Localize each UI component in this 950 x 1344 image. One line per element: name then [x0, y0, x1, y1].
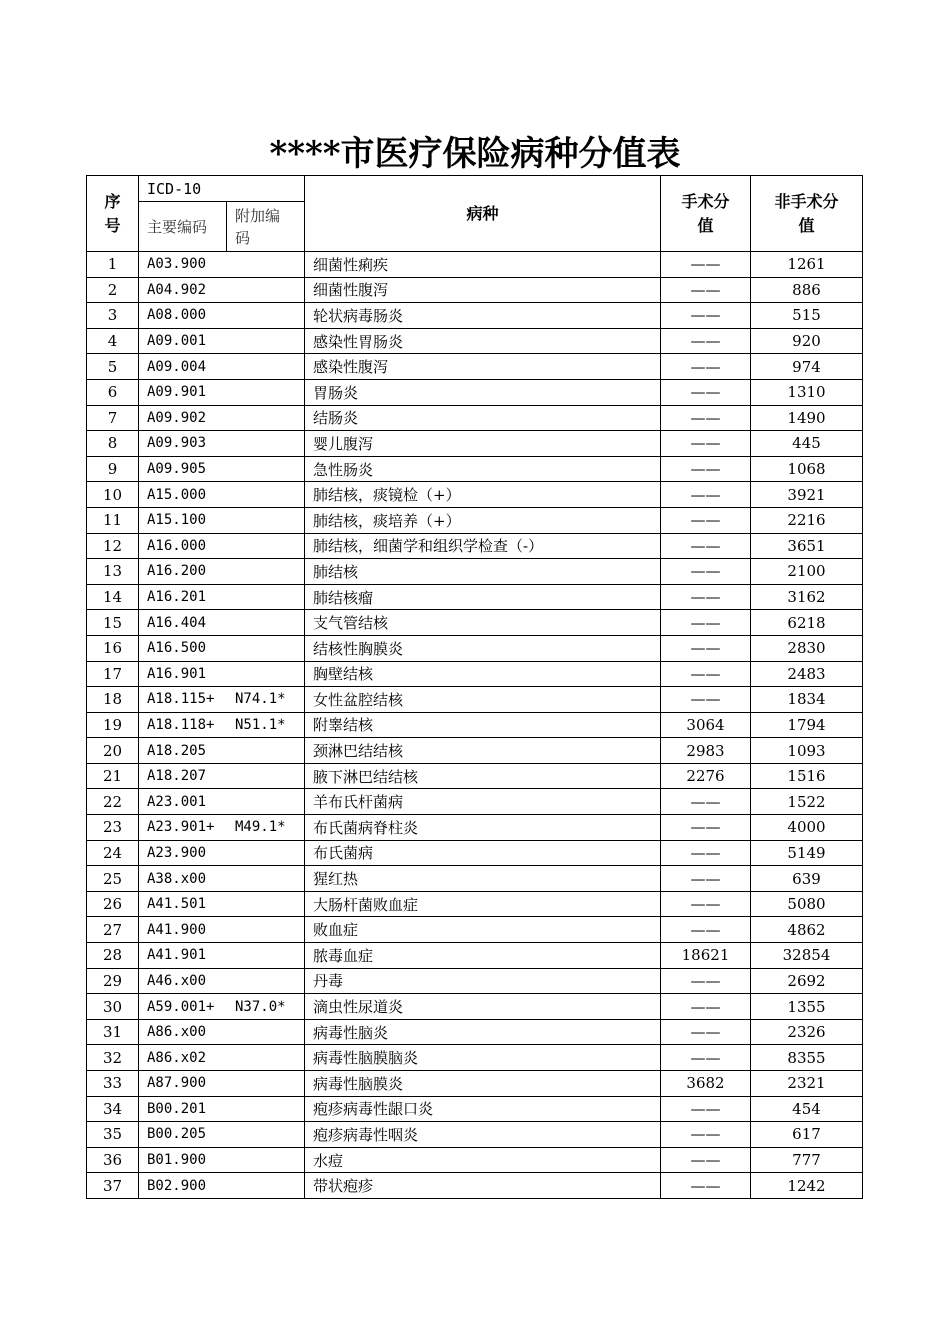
surgery-score: —— — [661, 840, 751, 866]
header-add-code — [227, 202, 305, 252]
disease-name: 婴儿腹泻 — [305, 431, 661, 457]
surgery-score: —— — [661, 1019, 751, 1045]
non-surgery-score: 639 — [751, 866, 863, 892]
disease-name: 疱疹病毒性龈口炎 — [305, 1096, 661, 1122]
disease-name: 猩红热 — [305, 866, 661, 892]
main-code: A09.001 — [147, 333, 207, 350]
disease-name: 轮状病毒肠炎 — [305, 303, 661, 329]
icd-code-cell — [139, 482, 305, 508]
icd-code-cell — [139, 1071, 305, 1097]
surgery-score: —— — [661, 328, 751, 354]
icd-code-cell — [139, 994, 305, 1020]
non-surgery-score: 1794 — [751, 712, 863, 738]
surgery-score: —— — [661, 1096, 751, 1122]
icd-code-cell — [139, 635, 305, 661]
table-row — [87, 763, 863, 789]
non-surgery-score: 1516 — [751, 763, 863, 789]
disease-name: 肺结核，痰培养（+） — [305, 507, 661, 533]
non-surgery-score: 2483 — [751, 661, 863, 687]
surgery-score: —— — [661, 789, 751, 815]
non-surgery-score: 2830 — [751, 635, 863, 661]
disease-name: 肺结核，细菌学和组织学检查（-） — [305, 533, 661, 559]
disease-name: 急性肠炎 — [305, 456, 661, 482]
main-code: A04.902 — [147, 281, 207, 298]
main-code: A08.000 — [147, 307, 207, 324]
icd-code-cell — [139, 738, 305, 764]
icd-code-cell — [139, 763, 305, 789]
disease-name: 病毒性脑膜炎 — [305, 1071, 661, 1097]
table-row — [87, 968, 863, 994]
non-surgery-score: 886 — [751, 277, 863, 303]
disease-name: 细菌性痢疾 — [305, 252, 661, 278]
table-row — [87, 584, 863, 610]
disease-name: 病毒性脑膜脑炎 — [305, 1045, 661, 1071]
icd-code-cell — [139, 840, 305, 866]
add-code: N37.0* — [235, 998, 286, 1015]
table-row — [87, 712, 863, 738]
surgery-score: —— — [661, 994, 751, 1020]
disease-name: 疱疹病毒性咽炎 — [305, 1122, 661, 1148]
table-row — [87, 789, 863, 815]
icd-code-cell — [139, 712, 305, 738]
row-number: 17 — [87, 661, 139, 687]
non-surgery-score: 2216 — [751, 507, 863, 533]
main-code: A16.201 — [147, 589, 207, 606]
main-code: A87.900 — [147, 1075, 207, 1092]
table-row — [87, 354, 863, 380]
non-surgery-score: 8355 — [751, 1045, 863, 1071]
table-row — [87, 303, 863, 329]
table-row — [87, 1173, 863, 1199]
surgery-score: —— — [661, 482, 751, 508]
main-code: A16.901 — [147, 665, 207, 682]
disease-name: 布氏菌病脊柱炎 — [305, 815, 661, 841]
table-row — [87, 507, 863, 533]
surgery-score: —— — [661, 507, 751, 533]
table-row — [87, 1096, 863, 1122]
main-code: A86.x00 — [147, 1024, 207, 1041]
icd-code-cell — [139, 277, 305, 303]
surgery-score: —— — [661, 1045, 751, 1071]
row-number: 11 — [87, 507, 139, 533]
non-surgery-score: 3651 — [751, 533, 863, 559]
disease-name: 病毒性脑炎 — [305, 1019, 661, 1045]
table-row — [87, 456, 863, 482]
surgery-score: —— — [661, 1122, 751, 1148]
main-code: A16.200 — [147, 563, 207, 580]
row-number: 2 — [87, 277, 139, 303]
icd-code-cell — [139, 687, 305, 713]
table-row — [87, 687, 863, 713]
add-code: N51.1* — [235, 716, 286, 733]
main-code: A18.205 — [147, 742, 207, 759]
disease-name: 女性盆腔结核 — [305, 687, 661, 713]
main-code: A41.901 — [147, 947, 207, 964]
surgery-score: —— — [661, 635, 751, 661]
surgery-score: 2983 — [661, 738, 751, 764]
disease-name: 结核性胸膜炎 — [305, 635, 661, 661]
surgery-score: —— — [661, 917, 751, 943]
surgery-score: 3064 — [661, 712, 751, 738]
non-surgery-score: 1834 — [751, 687, 863, 713]
main-code: A41.900 — [147, 921, 207, 938]
surgery-score: —— — [661, 687, 751, 713]
main-code: A23.901+ — [147, 819, 215, 836]
surgery-score: 2276 — [661, 763, 751, 789]
table-row — [87, 405, 863, 431]
table-row — [87, 840, 863, 866]
disease-name: 胸壁结核 — [305, 661, 661, 687]
header-non-surgery-score — [751, 176, 863, 252]
disease-name: 肺结核 — [305, 559, 661, 585]
non-surgery-score: 1490 — [751, 405, 863, 431]
surgery-score: 18621 — [661, 943, 751, 969]
row-number: 30 — [87, 994, 139, 1020]
main-code: A46.x00 — [147, 972, 207, 989]
disease-name: 细菌性腹泻 — [305, 277, 661, 303]
icd-code-cell — [139, 661, 305, 687]
row-number: 16 — [87, 635, 139, 661]
surgery-score: —— — [661, 891, 751, 917]
surgery-score: —— — [661, 303, 751, 329]
table-row — [87, 635, 863, 661]
main-code: A18.118+ — [147, 716, 215, 733]
table-row — [87, 379, 863, 405]
surgery-score: —— — [661, 405, 751, 431]
header-no — [87, 176, 139, 252]
row-number: 23 — [87, 815, 139, 841]
non-surgery-score: 974 — [751, 354, 863, 380]
row-number: 26 — [87, 891, 139, 917]
header-icd: ICD-10 — [139, 176, 305, 202]
main-code: A09.004 — [147, 358, 207, 375]
main-code: A59.001+ — [147, 998, 215, 1015]
surgery-score: —— — [661, 559, 751, 585]
non-surgery-score: 777 — [751, 1147, 863, 1173]
main-code: A16.404 — [147, 614, 207, 631]
row-number: 5 — [87, 354, 139, 380]
icd-code-cell — [139, 815, 305, 841]
non-surgery-score: 1310 — [751, 379, 863, 405]
table-row — [87, 533, 863, 559]
surgery-score: —— — [661, 431, 751, 457]
icd-code-cell — [139, 610, 305, 636]
icd-code-cell — [139, 252, 305, 278]
disease-name: 带状疱疹 — [305, 1173, 661, 1199]
table-row — [87, 610, 863, 636]
icd-code-cell — [139, 891, 305, 917]
row-number: 9 — [87, 456, 139, 482]
table-row — [87, 738, 863, 764]
surgery-score: —— — [661, 815, 751, 841]
table-row — [87, 482, 863, 508]
row-number: 19 — [87, 712, 139, 738]
non-surgery-score: 2692 — [751, 968, 863, 994]
row-number: 14 — [87, 584, 139, 610]
row-number: 6 — [87, 379, 139, 405]
icd-code-cell — [139, 559, 305, 585]
row-number: 8 — [87, 431, 139, 457]
table-row — [87, 1122, 863, 1148]
surgery-score: 3682 — [661, 1071, 751, 1097]
table-row — [87, 1019, 863, 1045]
icd-code-cell — [139, 1173, 305, 1199]
disease-name: 滴虫性尿道炎 — [305, 994, 661, 1020]
table-row — [87, 943, 863, 969]
surgery-score: —— — [661, 1173, 751, 1199]
surgery-score: —— — [661, 252, 751, 278]
header-add-code-label: 附加编 码 — [235, 206, 281, 247]
main-code: A09.901 — [147, 384, 207, 401]
surgery-score: —— — [661, 968, 751, 994]
row-number: 22 — [87, 789, 139, 815]
surgery-score: —— — [661, 584, 751, 610]
table-row — [87, 252, 863, 278]
row-number: 15 — [87, 610, 139, 636]
icd-code-cell — [139, 354, 305, 380]
disease-name: 败血症 — [305, 917, 661, 943]
row-number: 13 — [87, 559, 139, 585]
surgery-score: —— — [661, 1147, 751, 1173]
header-surgery-label: 手术分 值 — [681, 191, 730, 235]
row-number: 24 — [87, 840, 139, 866]
row-number: 20 — [87, 738, 139, 764]
disease-name: 羊布氏杆菌病 — [305, 789, 661, 815]
disease-name: 结肠炎 — [305, 405, 661, 431]
disease-name: 腋下淋巴结结核 — [305, 763, 661, 789]
surgery-score: —— — [661, 661, 751, 687]
row-number: 33 — [87, 1071, 139, 1097]
table-row — [87, 917, 863, 943]
row-number: 3 — [87, 303, 139, 329]
row-number: 18 — [87, 687, 139, 713]
main-code: B00.205 — [147, 1126, 207, 1143]
disease-name: 丹毒 — [305, 968, 661, 994]
non-surgery-score: 515 — [751, 303, 863, 329]
non-surgery-score: 1068 — [751, 456, 863, 482]
row-number: 4 — [87, 328, 139, 354]
disease-score-table — [86, 175, 863, 1199]
icd-code-cell — [139, 584, 305, 610]
non-surgery-score: 3162 — [751, 584, 863, 610]
non-surgery-score: 5080 — [751, 891, 863, 917]
icd-code-cell — [139, 968, 305, 994]
surgery-score: —— — [661, 354, 751, 380]
main-code: A86.x02 — [147, 1049, 207, 1066]
page-title: ****市医疗保险病种分值表 — [269, 134, 681, 174]
non-surgery-score: 454 — [751, 1096, 863, 1122]
row-number: 25 — [87, 866, 139, 892]
table-row — [87, 1071, 863, 1097]
row-number: 29 — [87, 968, 139, 994]
disease-name: 肺结核瘤 — [305, 584, 661, 610]
non-surgery-score: 1242 — [751, 1173, 863, 1199]
table-row — [87, 559, 863, 585]
table-row — [87, 994, 863, 1020]
main-code: A15.000 — [147, 486, 207, 503]
add-code: N74.1* — [235, 691, 286, 708]
table-row — [87, 1147, 863, 1173]
table-row — [87, 1045, 863, 1071]
row-number: 27 — [87, 917, 139, 943]
main-code: A23.001 — [147, 793, 207, 810]
row-number: 35 — [87, 1122, 139, 1148]
non-surgery-score: 5149 — [751, 840, 863, 866]
icd-code-cell — [139, 456, 305, 482]
icd-code-cell — [139, 917, 305, 943]
surgery-score: —— — [661, 277, 751, 303]
header-main-code: 主要编码 — [139, 202, 227, 252]
row-number: 31 — [87, 1019, 139, 1045]
icd-code-cell — [139, 303, 305, 329]
non-surgery-score: 2326 — [751, 1019, 863, 1045]
non-surgery-score: 3921 — [751, 482, 863, 508]
non-surgery-score: 2321 — [751, 1071, 863, 1097]
disease-name: 脓毒血症 — [305, 943, 661, 969]
disease-name: 肺结核，痰镜检（+） — [305, 482, 661, 508]
table-row — [87, 328, 863, 354]
main-code: A38.x00 — [147, 870, 207, 887]
icd-code-cell — [139, 943, 305, 969]
surgery-score: —— — [661, 866, 751, 892]
header-surgery-score — [661, 176, 751, 252]
icd-code-cell — [139, 379, 305, 405]
row-number: 32 — [87, 1045, 139, 1071]
disease-name: 水痘 — [305, 1147, 661, 1173]
main-code: A18.207 — [147, 768, 207, 785]
table-row — [87, 866, 863, 892]
non-surgery-score: 2100 — [751, 559, 863, 585]
disease-name: 布氏菌病 — [305, 840, 661, 866]
icd-code-cell — [139, 431, 305, 457]
non-surgery-score: 617 — [751, 1122, 863, 1148]
icd-code-cell — [139, 1019, 305, 1045]
main-code: A16.500 — [147, 640, 207, 657]
main-code: A15.100 — [147, 512, 207, 529]
disease-name: 感染性腹泻 — [305, 354, 661, 380]
main-code: A18.115+ — [147, 691, 215, 708]
disease-name: 支气管结核 — [305, 610, 661, 636]
non-surgery-score: 445 — [751, 431, 863, 457]
disease-name: 附睾结核 — [305, 712, 661, 738]
table-row — [87, 277, 863, 303]
main-code: A09.902 — [147, 409, 207, 426]
row-number: 36 — [87, 1147, 139, 1173]
row-number: 28 — [87, 943, 139, 969]
main-code: A09.903 — [147, 435, 207, 452]
non-surgery-score: 32854 — [751, 943, 863, 969]
row-number: 37 — [87, 1173, 139, 1199]
main-code: B02.900 — [147, 1177, 207, 1194]
add-code: M49.1* — [235, 819, 286, 836]
header-disease: 病种 — [305, 176, 661, 252]
non-surgery-score: 4000 — [751, 815, 863, 841]
icd-code-cell — [139, 1122, 305, 1148]
icd-code-cell — [139, 405, 305, 431]
main-code: B01.900 — [147, 1152, 207, 1169]
non-surgery-score: 1261 — [751, 252, 863, 278]
disease-name: 胃肠炎 — [305, 379, 661, 405]
main-code: A16.000 — [147, 537, 207, 554]
non-surgery-score: 1355 — [751, 994, 863, 1020]
icd-code-cell — [139, 328, 305, 354]
icd-code-cell — [139, 507, 305, 533]
table-row — [87, 891, 863, 917]
header-no-label: 序 号 — [104, 191, 121, 235]
table-row — [87, 815, 863, 841]
row-number: 34 — [87, 1096, 139, 1122]
icd-code-cell — [139, 533, 305, 559]
surgery-score: —— — [661, 379, 751, 405]
icd-code-cell — [139, 866, 305, 892]
main-code: A23.900 — [147, 844, 207, 861]
non-surgery-score: 1522 — [751, 789, 863, 815]
icd-code-cell — [139, 1045, 305, 1071]
non-surgery-score: 4862 — [751, 917, 863, 943]
row-number: 21 — [87, 763, 139, 789]
row-number: 7 — [87, 405, 139, 431]
disease-name: 颈淋巴结结核 — [305, 738, 661, 764]
non-surgery-score: 6218 — [751, 610, 863, 636]
surgery-score: —— — [661, 456, 751, 482]
icd-code-cell — [139, 789, 305, 815]
non-surgery-score: 920 — [751, 328, 863, 354]
main-code: A03.900 — [147, 256, 207, 273]
disease-name: 大肠杆菌败血症 — [305, 891, 661, 917]
icd-code-cell — [139, 1096, 305, 1122]
row-number: 12 — [87, 533, 139, 559]
table-row — [87, 431, 863, 457]
row-number: 1 — [87, 252, 139, 278]
disease-name: 感染性胃肠炎 — [305, 328, 661, 354]
non-surgery-score: 1093 — [751, 738, 863, 764]
main-code: B00.201 — [147, 1100, 207, 1117]
surgery-score: —— — [661, 533, 751, 559]
main-code: A09.905 — [147, 461, 207, 478]
header-non-surgery-label: 非手术分 值 — [774, 191, 839, 235]
main-code: A41.501 — [147, 896, 207, 913]
table-row — [87, 661, 863, 687]
icd-code-cell — [139, 1147, 305, 1173]
row-number: 10 — [87, 482, 139, 508]
surgery-score: —— — [661, 610, 751, 636]
